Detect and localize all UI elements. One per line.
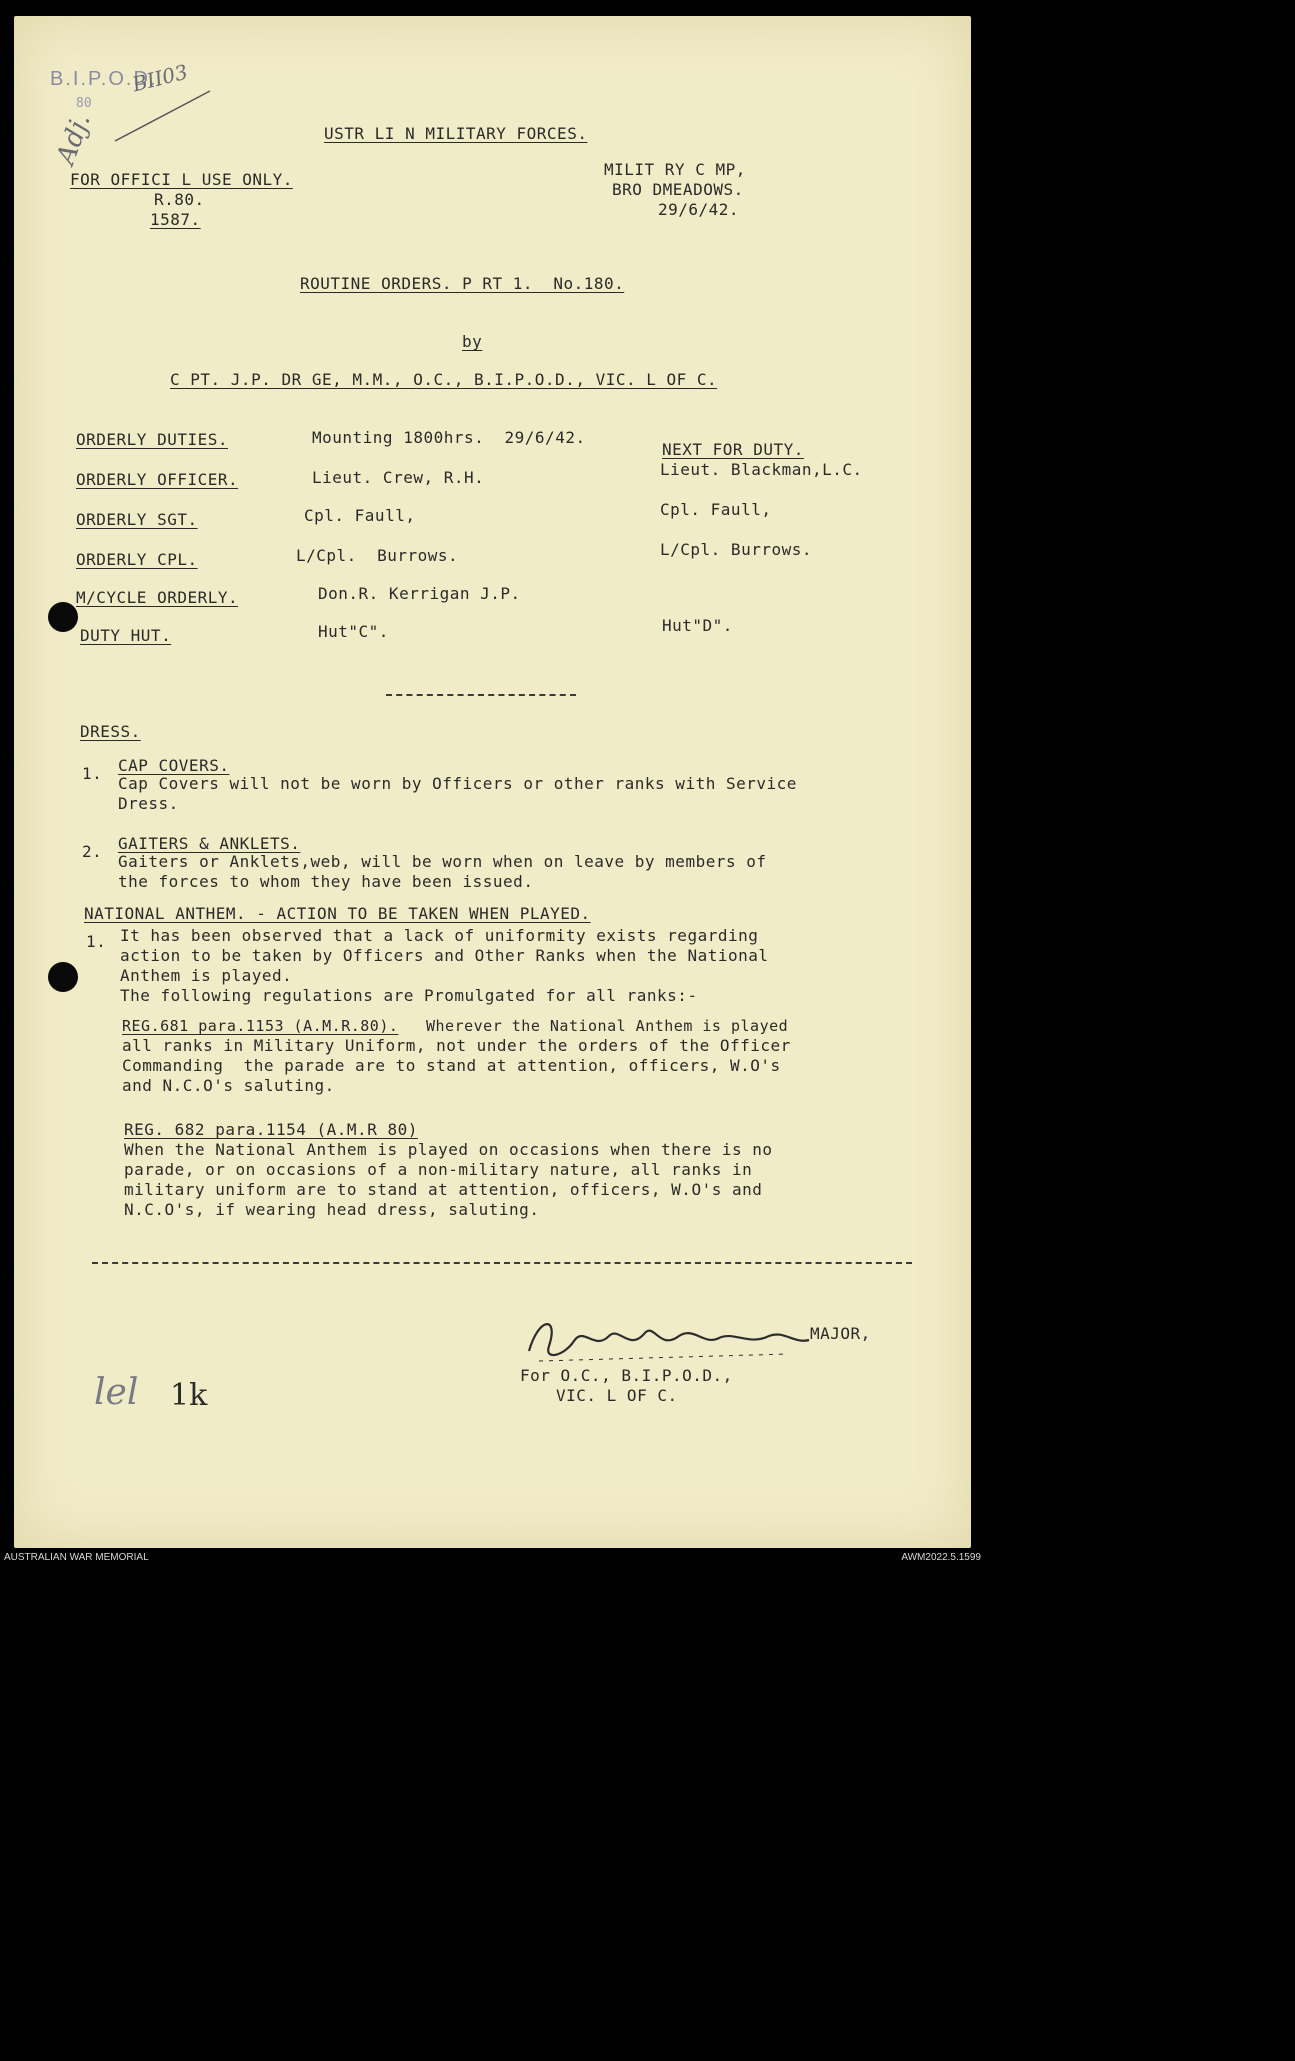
regulation-text: When the National Anthem is played on occasions when there is no [124, 1140, 773, 1159]
by-line: by [462, 332, 483, 351]
anthem-heading: NATIONAL ANTHEM. - ACTION TO BE TAKEN WHEN PLAYED. [84, 904, 591, 923]
duty-label: ORDERLY OFFICER. [76, 470, 239, 489]
divider [92, 1262, 912, 1264]
pencil-stroke [110, 86, 220, 146]
regulation-text: parade, or on occasions of a non-military nature, all ranks in [124, 1160, 753, 1179]
handwritten-mark: 1k [170, 1378, 208, 1413]
mounting-time: Mounting 1800hrs. 29/6/42. [312, 428, 586, 447]
regulation-ref: REG.681 para.1153 (A.M.R.80). [122, 1017, 399, 1035]
duty-label: ORDERLY DUTIES. [76, 430, 228, 449]
punch-hole [48, 962, 78, 992]
document-date: 29/6/42. [658, 200, 740, 219]
item-title: GAITERS & ANKLETS. [118, 834, 301, 853]
duty-current: Lieut. Crew, R.H. [312, 468, 485, 487]
anthem-text: The following regulations are Promulgated for all ranks:- [120, 986, 698, 1005]
anthem-text: It has been observed that a lack of uniformity exists regarding [120, 926, 759, 945]
regulation-text: military uniform are to stand at attention, officers, W.O's and [124, 1180, 763, 1199]
duty-next: L/Cpl. Burrows. [660, 540, 812, 559]
location-town: BRO DMEADOWS. [612, 180, 744, 199]
duty-current: L/Cpl. Burrows. [296, 546, 459, 565]
item-text: Cap Covers will not be worn by Officers or other ranks with Service [118, 774, 797, 793]
footer-source: AUSTRALIAN WAR MEMORIAL [4, 1552, 149, 1563]
duty-next: Cpl. Faull, [660, 500, 772, 519]
item-text: the forces to whom they have been issued. [118, 872, 534, 891]
anthem-text: Anthem is played. [120, 966, 293, 985]
anthem-text: action to be taken by Officers and Other Ranks when the National [120, 946, 769, 965]
duty-label: M/CYCLE ORDERLY. [76, 588, 239, 607]
next-for-duty-header: NEXT FOR DUTY. [662, 440, 804, 459]
duty-next: Lieut. Blackman,L.C. [660, 460, 863, 479]
handwritten-adj: Adj. [50, 109, 97, 169]
item-number: 1. [86, 932, 107, 951]
duty-label: ORDERLY CPL. [76, 550, 198, 569]
archive-footer [0, 1548, 985, 1568]
signatory-unit: VIC. L OF C. [556, 1386, 678, 1405]
duty-current: Hut"C". [318, 622, 389, 641]
signatory-rank: MAJOR, [810, 1324, 871, 1343]
regulation-text: N.C.O's, if wearing head dress, saluting. [124, 1200, 540, 1219]
office-stamp: B.I.P.O.D. [50, 68, 158, 90]
handwritten-initial: lel [94, 1372, 139, 1413]
document-page [14, 16, 971, 1548]
item-number: 2. [82, 842, 103, 861]
handwritten-reference: BII03 [129, 59, 191, 97]
duty-current: Don.R. Kerrigan J.P. [318, 584, 521, 603]
footer-reference: AWM2022.5.1599 [901, 1552, 981, 1563]
classification: FOR OFFICI L USE ONLY. [70, 170, 293, 189]
duty-label: ORDERLY SGT. [76, 510, 198, 529]
item-text: Dress. [118, 794, 179, 813]
item-text: Gaiters or Anklets,web, will be worn when on leave by members of [118, 852, 767, 871]
regulation-text: Wherever the National Anthem is played [426, 1017, 789, 1035]
dress-heading: DRESS. [80, 722, 141, 741]
regulation-ref: REG. 682 para.1154 (A.M.R 80) [124, 1120, 418, 1139]
item-number: 1. [82, 764, 103, 783]
regulation-ref: R.80. [154, 190, 205, 209]
duty-next: Hut"D". [662, 616, 733, 635]
reference-number: 1587. [150, 210, 201, 229]
regulation-text: and N.C.O's saluting. [122, 1076, 335, 1095]
regulation-text: Commanding the parade are to stand at attention, officers, W.O's [122, 1056, 781, 1075]
document-title: USTR LI N MILITARY FORCES. [324, 124, 588, 143]
punch-hole [48, 602, 78, 632]
signatory-for: For O.C., B.I.P.O.D., [520, 1366, 733, 1385]
location-camp: MILIT RY C MP, [604, 160, 746, 179]
item-title: CAP COVERS. [118, 756, 230, 775]
issuer: C PT. J.P. DR GE, M.M., O.C., B.I.P.O.D., VIC. L OF C. [170, 370, 718, 389]
duty-label: DUTY HUT. [80, 626, 172, 645]
orders-title: ROUTINE ORDERS. P RT 1. No.180. [300, 274, 625, 293]
regulation-text: all ranks in Military Uniform, not under the orders of the Officer [122, 1036, 791, 1055]
duty-current: Cpl. Faull, [304, 506, 416, 525]
divider [386, 694, 576, 696]
stamp-date: 80 [76, 96, 92, 111]
